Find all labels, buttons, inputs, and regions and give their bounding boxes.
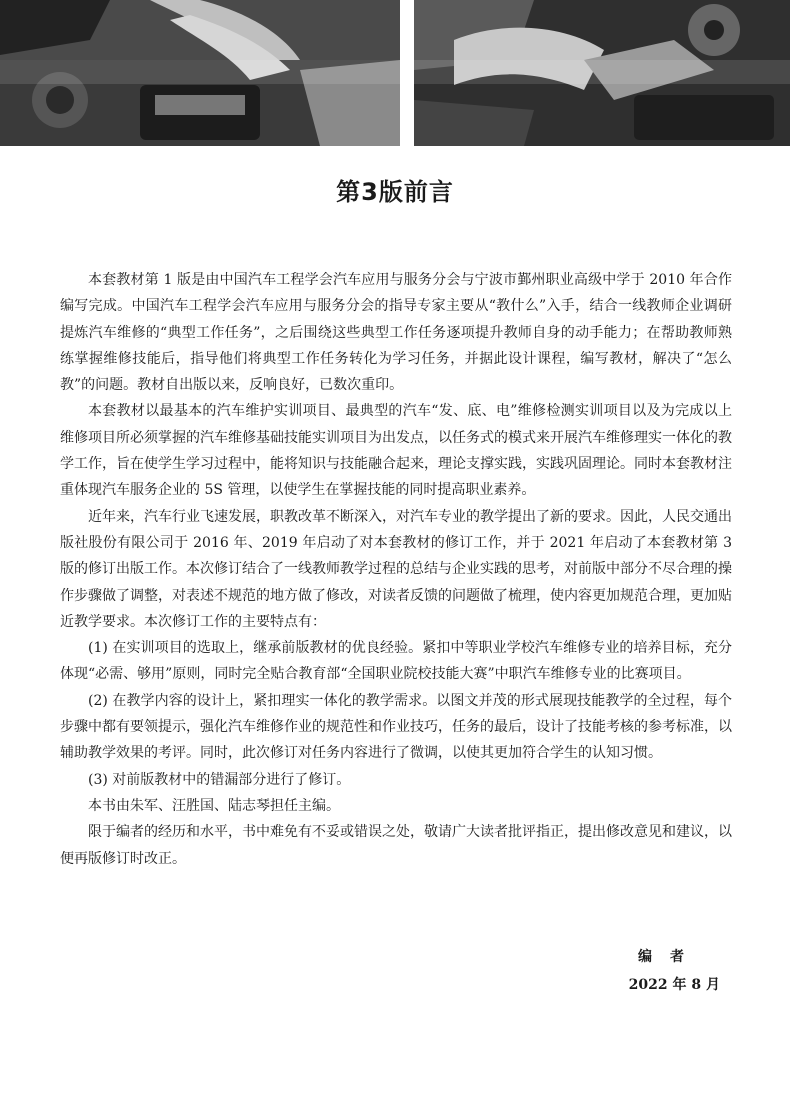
engine-repair-photo-right <box>414 0 790 146</box>
preface-body <box>60 267 732 872</box>
engine-repair-photo-left <box>0 0 400 146</box>
paragraph-feature-3: (3) 对前版教材中的错漏部分进行了修订。 <box>88 771 351 788</box>
header-photo-right <box>414 0 790 146</box>
paragraph-closing: 限于编者的经历和水平，书中难免有不妥或错误之处，敬请广大读者批评指正，提出修改意见和建议，以便再版修订时改正。 <box>60 824 732 867</box>
paragraph-editors: 本书由朱军、汪胜国、陆志琴担任主编。 <box>88 797 340 814</box>
signature-date: 2022 年 8 月 <box>628 977 720 993</box>
signature-block <box>560 943 720 999</box>
paragraph-feature-1: (1) 在实训项目的选取上，继承前版教材的优良经验。紧扣中等职业学校汽车维修专业的培养目标，充分体现“必需、够用”原则，同时完全贴合教育部“全国职业院校技能大赛”中职汽车维修专业的比赛项目。 <box>60 640 732 683</box>
header-photo-left <box>0 0 400 146</box>
paragraph-feature-2: (2) 在教学内容的设计上，紧扣理实一体化的教学需求。以图文并茂的形式展现技能教学的全过程，每个步骤中都有要领提示，强化汽车维修作业的规范性和作业技巧，任务的最后，设计了技能考核的参考标准，以辅助教学效果的考评。同时，此次修订对任务内容进行了微调，以使其更加符合学生的认知习惯。 <box>60 692 732 762</box>
page-title: 第3版前言 <box>336 178 454 206</box>
paragraph-approach: 本套教材以最基本的汽车维护实训项目、最典型的汽车“发、底、电”维修检测实训项目以及为完成以上维修项目所必须掌握的汽车维修基础技能实训项目为出发点，以任务式的模式来开展汽车维修理实一体化的教学工作，旨在使学生学习过程中，能将知识与技能融合起来，理论支撑实践，实践巩固理论。同时本套教材注重体现汽车服务企业的 5S 管理，以使学生在掌握技能的同时提高职业素养。 <box>60 403 732 499</box>
paragraph-revision: 近年来，汽车行业飞速发展，职教改革不断深入，对汽车专业的教学提出了新的要求。因此，人民交通出版社股份有限公司于 2016 年、2019 年启动了对本套教材的修订工作，并于 2021 年启动了本套教材第 3 版的修订出版工作。本次修订结合了一线教师教学过程的总结与企业实践的思考，对前版中部分不尽合理的操作步骤做了调整，对表述不规范的地方做了修改，对读者反馈的问题做了梳理，使内容更加规范合理，更加贴近教学要求。本次修订工作的主要特点有： <box>60 508 732 630</box>
paragraph-history: 本套教材第 1 版是由中国汽车工程学会汽车应用与服务分会与宁波市鄞州职业高级中学于 2010 年合作编写完成。中国汽车工程学会汽车应用与服务分会的指导专家主要从“教什么”入手，结合一线教师企业调研提炼汽车维修的“典型工作任务”，之后围绕这些典型工作任务逐项提升教师自身的动手能力；在帮助教师熟练掌握维修技能后，指导他们将典型工作任务转化为学习任务，并据此设计课程，编写教材，解决了“怎么教”的问题。教材自出版以来，反响良好，已数次重印。 <box>60 272 732 394</box>
signature-author: 编者 <box>638 949 702 965</box>
